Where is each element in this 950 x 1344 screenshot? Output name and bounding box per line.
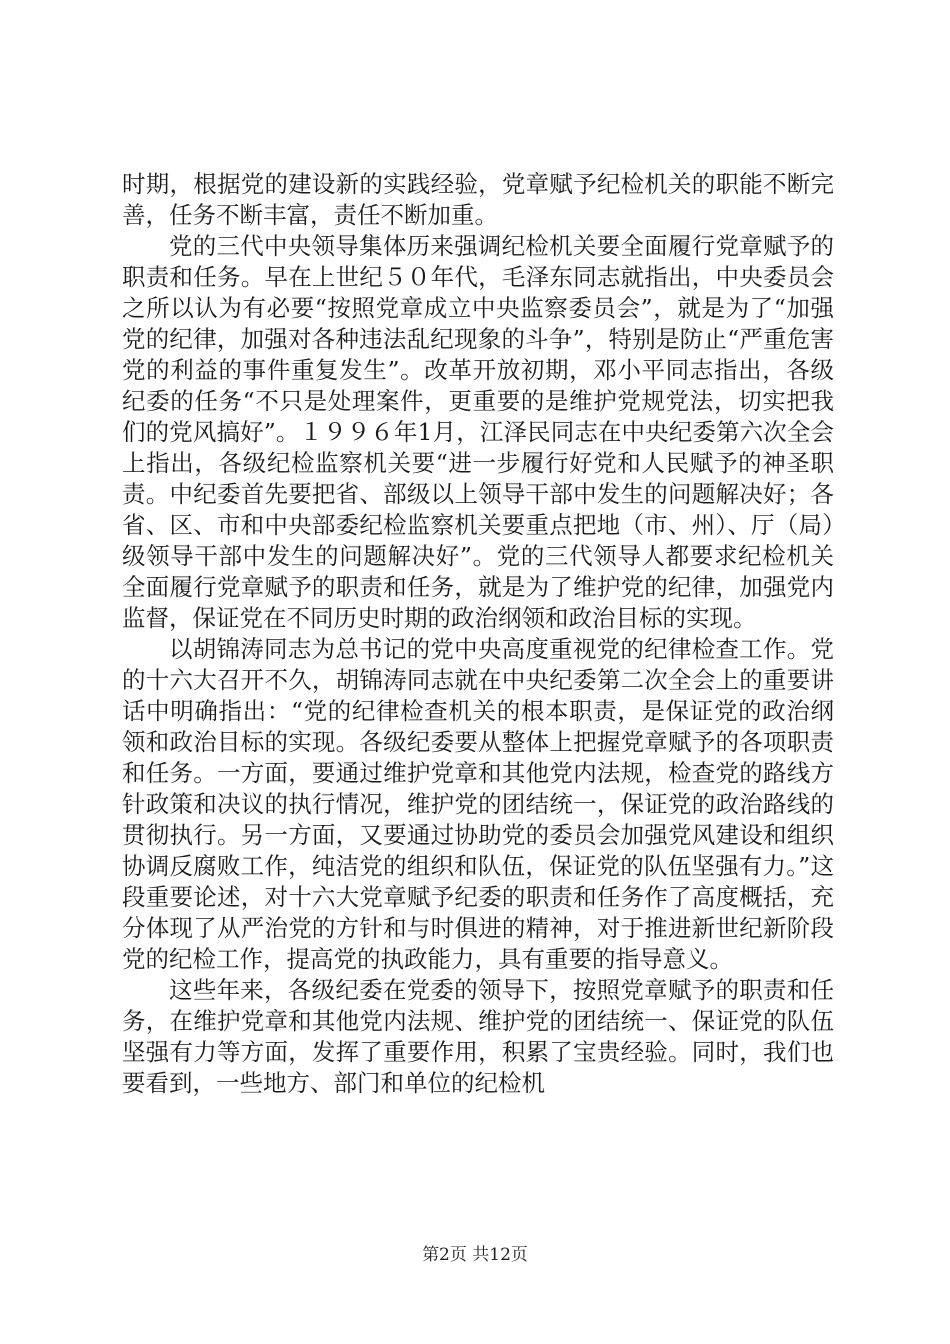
- paragraph-1: 时期，根据党的建设新的实践经验，党章赋予纪检机关的职能不断完善，任务不断丰富，责任不断加重。: [122, 170, 834, 229]
- paragraph-2: 党的三代中央领导集体历来强调纪检机关要全面履行党章赋予的职责和任务。早在上世纪５０年代，毛泽东同志就指出，中央委员会之所以认为有必要“按照党章成立中央监察委员会”，就是为了“加强党的纪律，加强对各种违法乱纪现象的斗争”，特别是防止“严重危害党的利益的事件重复发生”。改革开放初期，邓小平同志指出，各级纪委的任务“不只是处理案件，更重要的是维护党规党法，切实把我们的党风搞好”。１９９６年1月，江泽民同志在中央纪委第六次全会上指出，各级纪检监察机关要“进一步履行好党和人民赋予的神圣职责。中纪委首先要把省、部级以上领导干部中发生的问题解决好；各省、区、市和中央部委纪检监察机关要重点把地（市、州）、厅（局）级领导干部中发生的问题解决好”。党的三代领导人都要求纪检机关全面履行党章赋予的职责和任务，就是为了维护党的纪律，加强党内监督，保证党在不同历史时期的政治纲领和政治目标的实现。: [122, 232, 834, 632]
- page-footer: 第2页 共12页: [422, 1245, 528, 1265]
- paragraph-4: 这些年来，各级纪委在党委的领导下，按照党章赋予的职责和任务，在维护党章和其他党内法规、维护党的团结统一、保证党的队伍坚强有力等方面，发挥了重要作用，积累了宝贵经验。同时，我们也要看到，一些地方、部门和单位的纪检机: [122, 976, 834, 1097]
- document-body: [122, 169, 834, 1099]
- paragraph-3: 以胡锦涛同志为总书记的党中央高度重视党的纪律检查工作。党的十六大召开不久，胡锦涛同志就在中央纪委第二次全会上的重要讲话中明确指出：“党的纪律检查机关的根本职责，是保证党的政治纲领和政治目标的实现。各级纪委要从整体上把握党章赋予的各项职责和任务。一方面，要通过维护党章和其他党内法规，检查党的路线方针政策和决议的执行情况，维护党的团结统一，保证党的政治路线的贯彻执行。另一方面，又要通过协助党的委员会加强党风建设和组织协调反腐败工作，纯洁党的组织和队伍，保证党的队伍坚强有力。”这段重要论述，对十六大党章赋予纪委的职责和任务作了高度概括，充分体现了从严治党的方针和与时俱进的精神，对于推进新世纪新阶段党的纪检工作，提高党的执政能力，具有重要的指导意义。: [122, 635, 834, 973]
